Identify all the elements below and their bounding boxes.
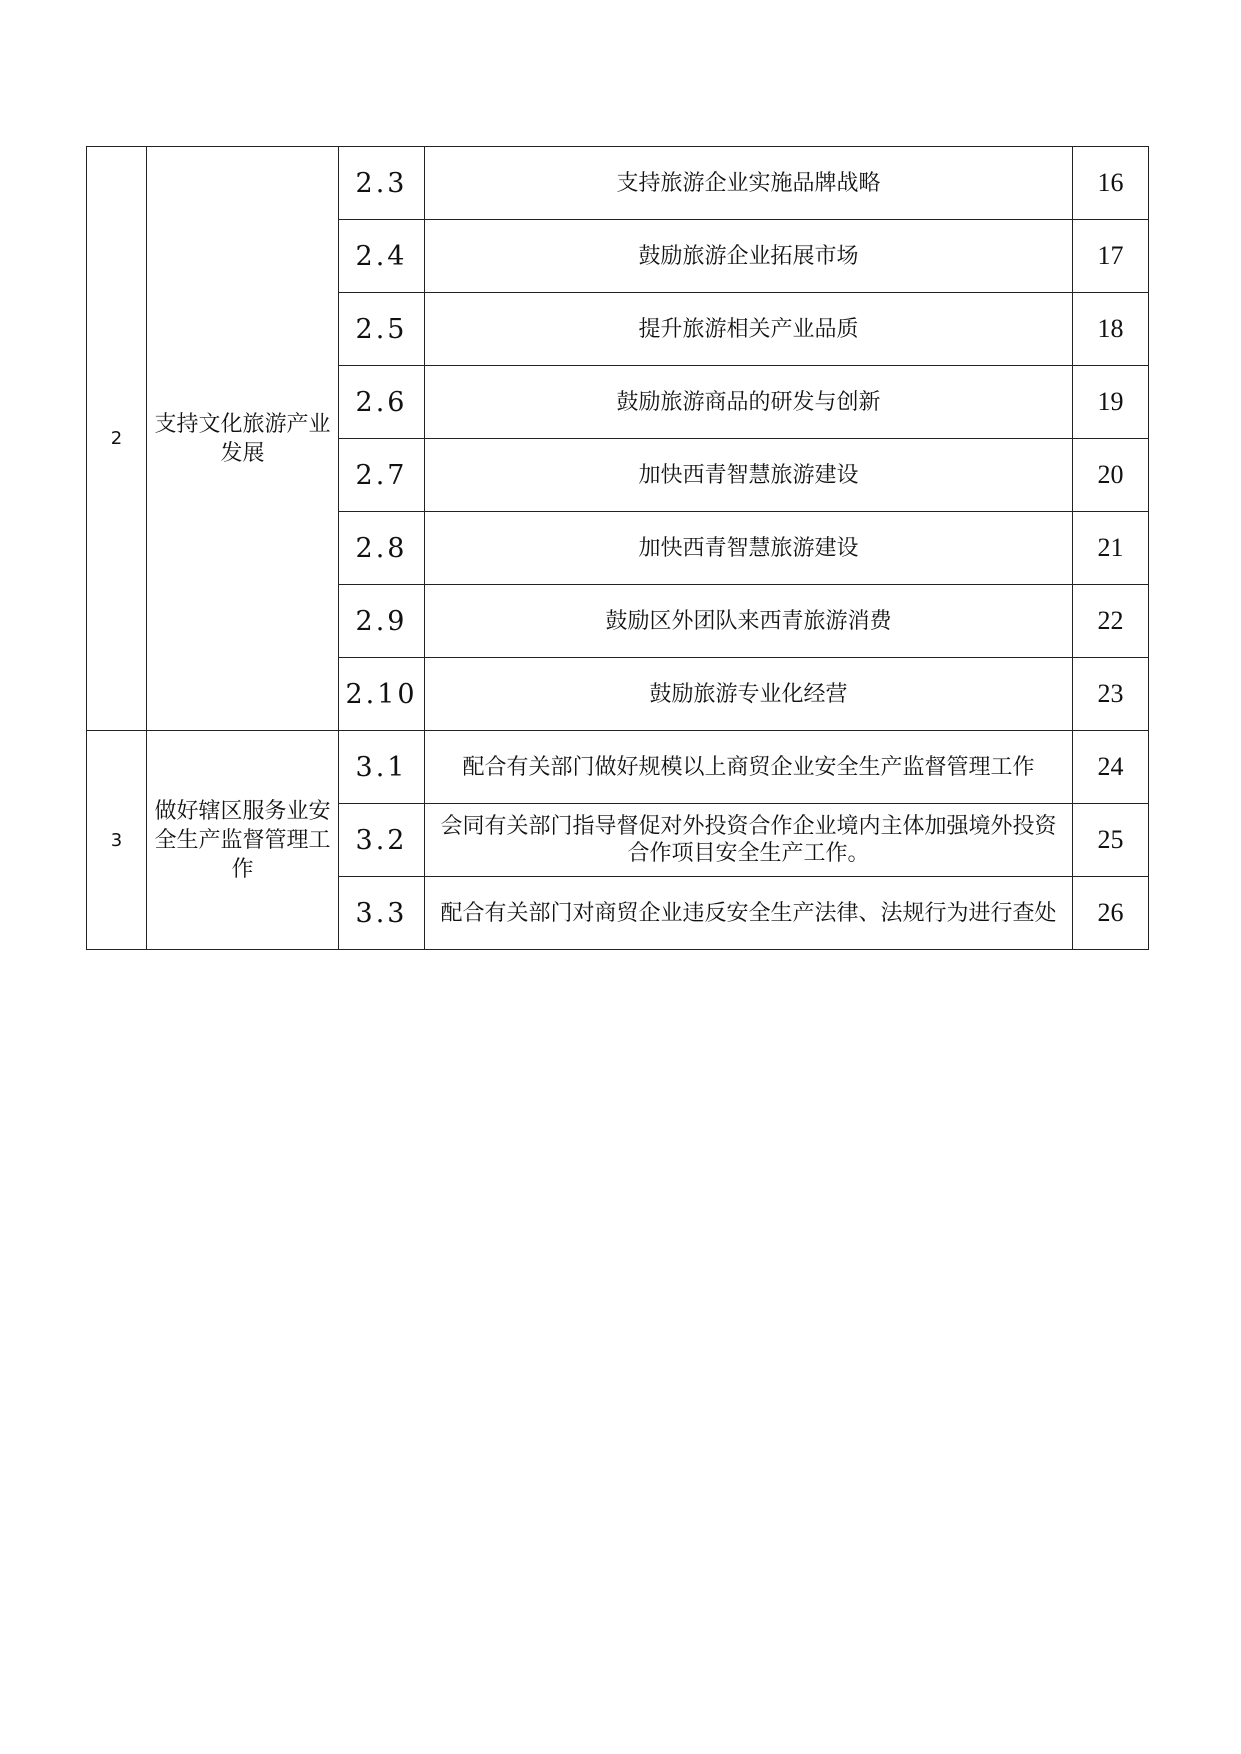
- table-row: [87, 731, 1149, 804]
- item-description: 鼓励区外团队来西青旅游消费: [425, 585, 1073, 658]
- item-description: 鼓励旅游企业拓展市场: [425, 220, 1073, 293]
- item-description: 鼓励旅游专业化经营: [425, 658, 1073, 731]
- item-number: 3.3: [339, 877, 425, 950]
- item-description: 加快西青智慧旅游建设: [425, 512, 1073, 585]
- page-number: 17: [1073, 220, 1149, 293]
- group-number: 3: [87, 731, 147, 950]
- item-number: 2.9: [339, 585, 425, 658]
- page-number: 20: [1073, 439, 1149, 512]
- item-number: 2.5: [339, 293, 425, 366]
- page-number: 18: [1073, 293, 1149, 366]
- item-number: 2.6: [339, 366, 425, 439]
- item-description: 鼓励旅游商品的研发与创新: [425, 366, 1073, 439]
- page-number: 16: [1073, 147, 1149, 220]
- item-description: 支持旅游企业实施品牌战略: [425, 147, 1073, 220]
- page-number: 23: [1073, 658, 1149, 731]
- group-number: 2: [87, 147, 147, 731]
- page-number: 24: [1073, 731, 1149, 804]
- page-number: 19: [1073, 366, 1149, 439]
- table-row: [87, 147, 1149, 220]
- item-description: 配合有关部门做好规模以上商贸企业安全生产监督管理工作: [425, 731, 1073, 804]
- item-description: 会同有关部门指导督促对外投资合作企业境内主体加强境外投资合作项目安全生产工作。: [425, 804, 1073, 877]
- page-number: 21: [1073, 512, 1149, 585]
- item-description: 配合有关部门对商贸企业违反安全生产法律、法规行为进行查处: [425, 877, 1073, 950]
- page-number: 26: [1073, 877, 1149, 950]
- page-number: 25: [1073, 804, 1149, 877]
- item-number: 3.1: [339, 731, 425, 804]
- item-number: 2.10: [339, 658, 425, 731]
- item-description: 提升旅游相关产业品质: [425, 293, 1073, 366]
- group-category: 支持文化旅游产业发展: [147, 147, 339, 731]
- item-number: 2.4: [339, 220, 425, 293]
- group-category: 做好辖区服务业安全生产监督管理工作: [147, 731, 339, 950]
- item-number: 3.2: [339, 804, 425, 877]
- item-number: 2.7: [339, 439, 425, 512]
- item-number: 2.8: [339, 512, 425, 585]
- item-number: 2.3: [339, 147, 425, 220]
- item-description: 加快西青智慧旅游建设: [425, 439, 1073, 512]
- index-table: [86, 146, 1149, 950]
- page-number: 22: [1073, 585, 1149, 658]
